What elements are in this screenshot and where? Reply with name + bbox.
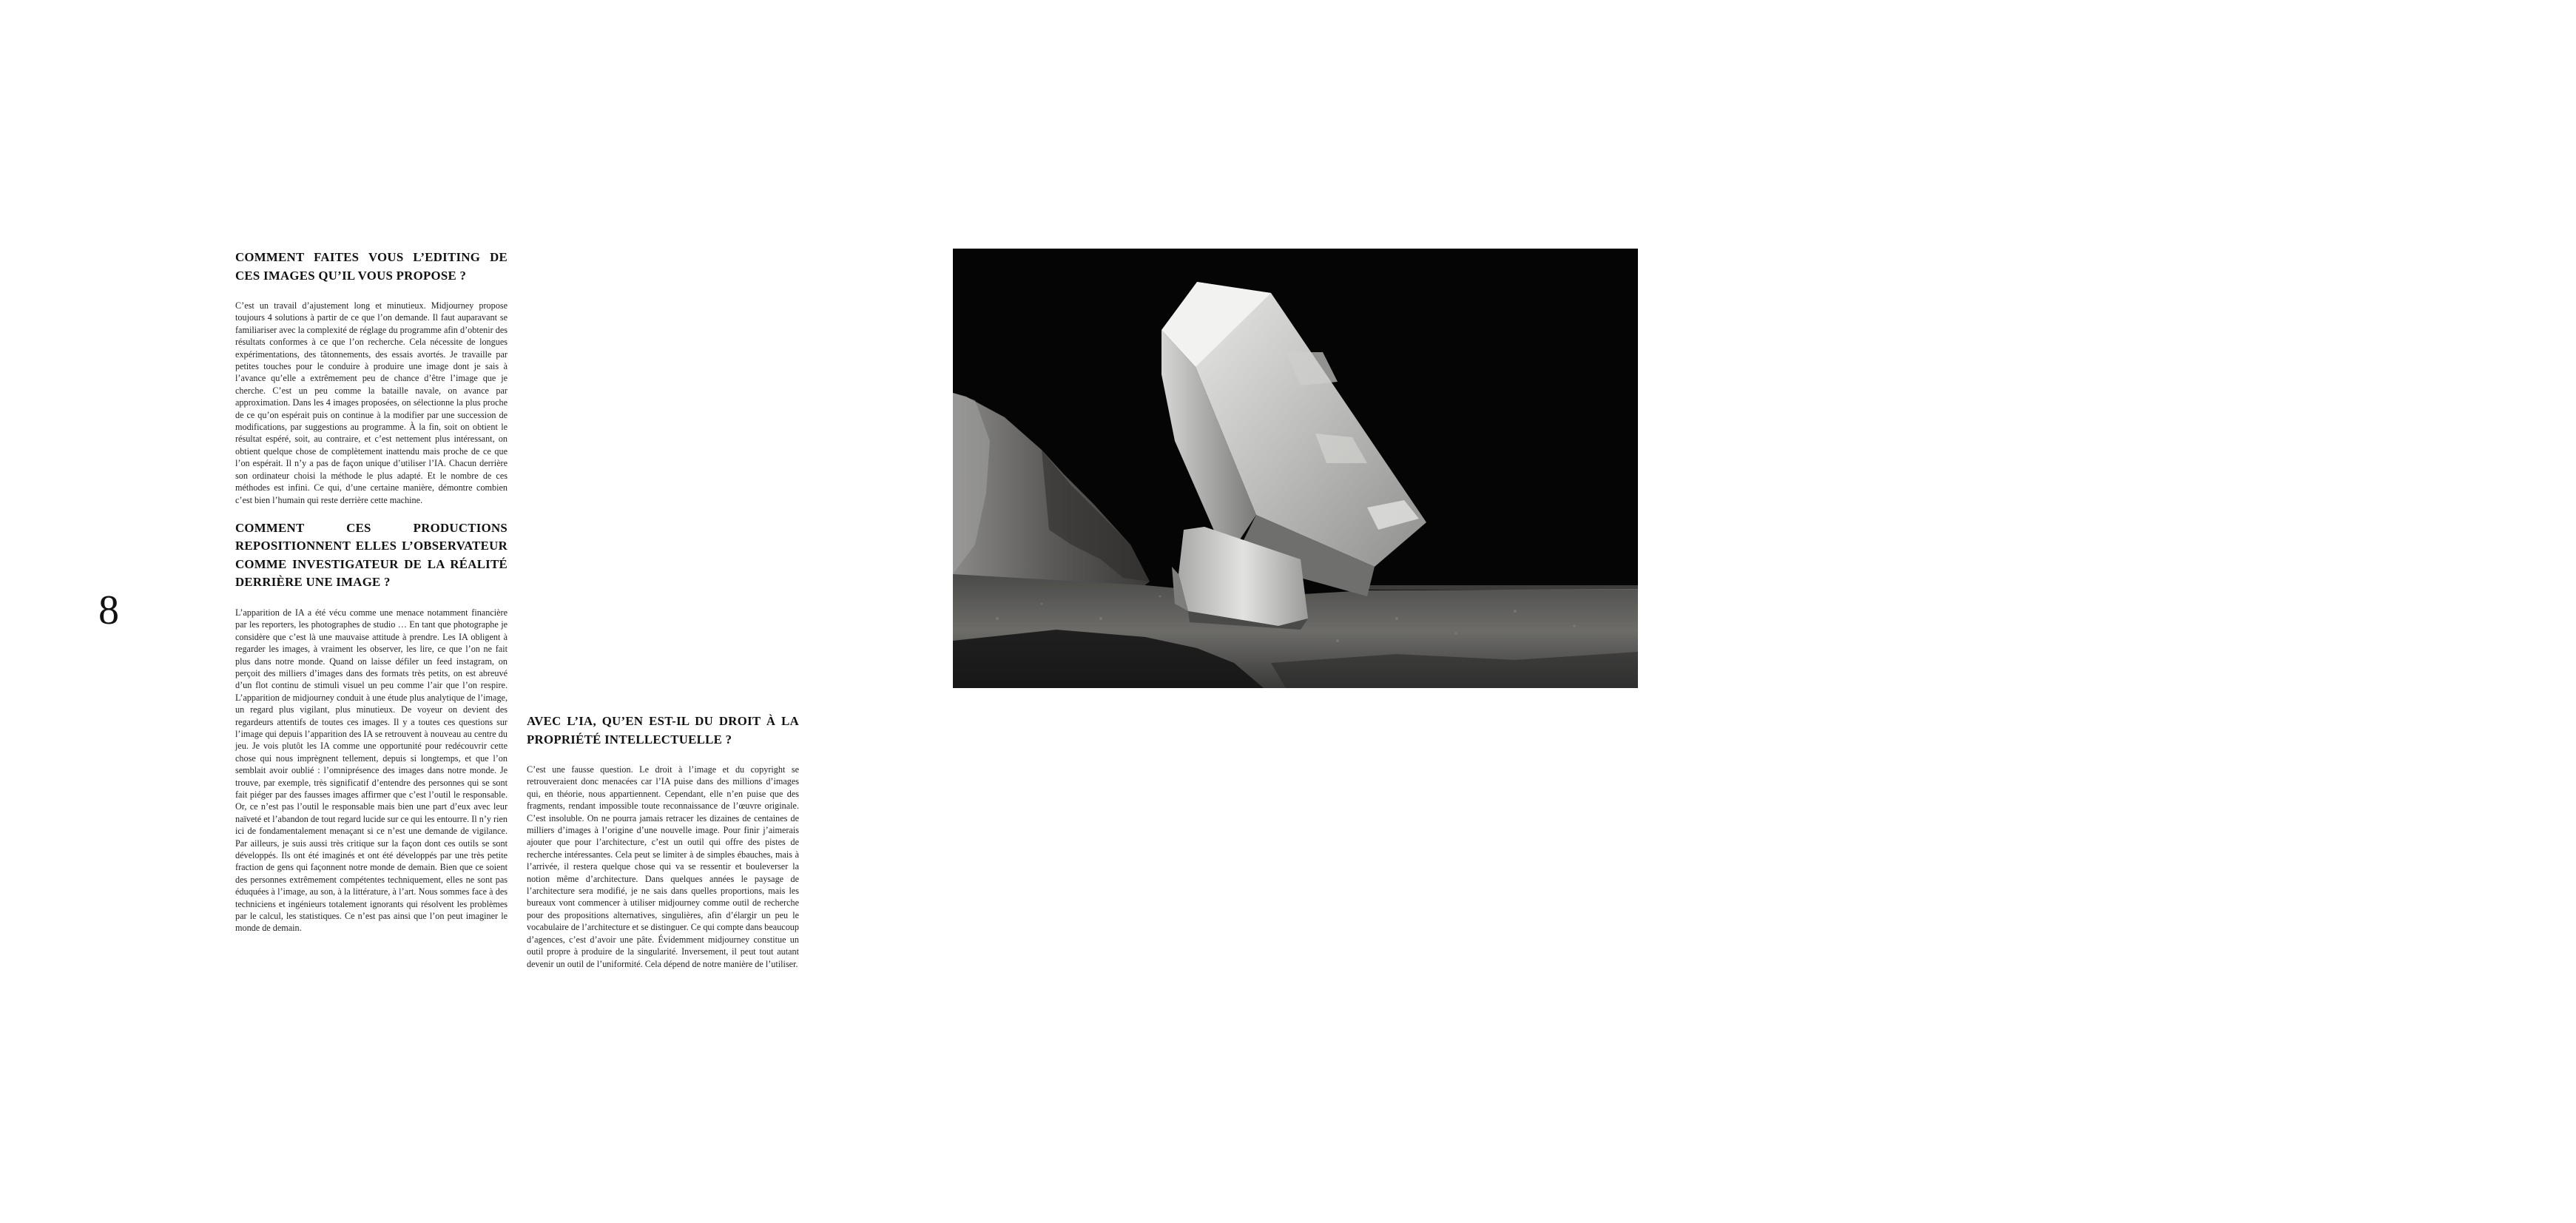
question-heading-copyright: AVEC L’IA, QU’EN EST-IL DU DROIT À LA PROPRIÉTÉ INTELLECTUELLE ? [527,714,799,747]
photograph-concrete-block-beach [953,249,2575,818]
caption-line-location: Sainte-Marguerite-sur-Mer, Pays de Caux, 2017. [2526,550,2542,818]
page-number: 8 [98,587,119,633]
question-heading-observer: COMMENT CES PRODUCTIONS REPOSITIONNENT ELLES L’OBSERVATEUR COMME INVESTIGATEUR DE LA RÉALITÉ DERRIÈRE UNE IMAGE ? [235,520,508,590]
left-text-column [235,249,508,934]
photo-caption [2509,522,2576,818]
answer-paragraph-copyright: C’est une fausse question. Le droit à l’image et du copyright se retrouveraient donc menacées car l’IA puise dans des millions d’images qui, en théorie, nous appartiennent. Cependant, elle n’en puise que des fragments, rendant impossible toute reconnaissance de l’œuvre originale. C’est insoluble. On ne pourra jamais retracer les dizaines de centaines de milliers d’images à l’origine d’une nouvelle image. Pour finir j’aimerais ajouter que pour l’architecture, c’est un outil qui offre des pistes de recherche intéressantes. Cela peut se limiter à de simples ébauches, mais à l’arrivée, il restera quelque chose qui va se ressentir et bouleverser la notion même d’architecture. Dans quelques années le paysage de l’architecture sera modifié, je ne sais dans quelles proportions, mais les bureaux vont commencer à utiliser midjourney comme outil de recherche pour des propositions alternatives, singulières, afin d’élargir un peu le vocabulaire de l’architecture et se distinguer. Ce qui compte dans beaucoup d’agences, c’est d’avoir une pâte. Évidemment midjourney constitue un outil propre à produire de la singularité. Inversement, il peut tout autant devenir un outil de l’uniformité. Cela dépend de notre manière de l’utiliser. [527,764,799,969]
answer-paragraph-observer: L’apparition de IA a été vécu comme une menace notamment financière par les reporters, les photographes de studio … En tant que photographe je considère que c’est là une mauvaise attitude à prendre. Les IA obligent à regarder les images, à vraiment les observer, les lire, ce que l’on ne fait plus dans notre monde. Quand on laisse défiler un feed instagram, on perçoit des milliers d’images dans des formats très petits, on est abreuvé d’un flot continu de stimuli visuel un peu comme l’air que l’on respire. L’apparition de midjourney conduit à une étude plus analytique de l’image, un regard plus vigilant, plus minutieux. De voyeur on devient des regardeurs attentifs de toutes ces images. Il y a toutes ces questions sur l’image qui depuis l’apparition des IA se retrouvent à nouveau au centre du jeu. Je vois plutôt les IA comme une opportunité pour redécouvrir cette chose qui nous imprègnent tellement, depuis si longtemps, et que l’on semblait avoir oublié : l’omniprésence des images dans notre monde. Je trouve, par exemple, très significatif d’entendre des personnes qui se sont fait piéger par des fausses images affirmer que c’est l’outil le responsable. Or, ce n’est pas l’outil le responsable mais bien une part d’eux avec leur naïveté et l’abandon de tout regard lucide sur ce qui les entourre. Il n’y rien ici de fondamentalement menaçant si ce n’est une demande de vigilance. Par ailleurs, je suis aussi très critique sur la façon dont ces outils se sont développés. Ils ont été imaginés et ont été développés par une très petite fraction de gens qui façonnent notre monde de demain. Bien que ce soient des personnes extrêmement compétentes techniquement, elles ne sont pas éduquées à l’image, au son, à la littérature, à l’art. Nous sommes face à des techniciens et ingénieurs totalement ignorants qui résolvent les problèmes par le calcul, les statistiques. Ce n’est pas ainsi que l’on peut imaginer le monde de demain. [235,607,508,934]
caption-line-naturelles: Naturelles. [2560,758,2575,818]
caption-line-courtesy: Courtesy of the artists / Atlas des Régions [2543,589,2558,818]
answer-paragraph-editing: C’est un travail d’ajustement long et minutieux. Midjourney propose toujours 4 solutions à partir de ce que l’on demande. Il faut auparavant se familiariser avec la complexité de réglage du programme afin d’obtenir des résultats conformes à ce que l’on recherche. Cela nécessite de longues expérimentations, des tâtonnements, des essais avortés. Je travaille par petites touches pour le conduire à produire une image dont je sais à l’avance qu’elle a extrêmement peu de chance d’être l’image que je cherche. C’est un peu comme la bataille navale, on avance par approximation. Dans les 4 images proposées, on sélectionne la plus proche de ce qu’on espérait puis on continue à la modifier par une succession de modifications, par suggestions au programme. À la fin, soit on obtient le résultat espéré, soit, au contraire, et c’est nettement plus intéressant, on obtient quelque chose de complètement inattendu mais proche de ce que l’on espérait. Il n’y a pas de façon unique d’utiliser l’IA. Chacun derrière son ordinateur choisi la méthode le plus adapté. Et le nombre de ces méthodes est infini. Ce qui, d’une certaine manière, démontre combien c’est bien l’humain qui reste derrière cette machine. [235,300,508,505]
middle-text-column [527,712,799,970]
caption-line-artists: Eric Tabuchi and Nelly Monnier. [2510,637,2525,818]
photo-illustration [953,249,1638,688]
question-heading-editing: COMMENT FAITES VOUS L’EDITING DE CES IMAGES QU’IL VOUS PROPOSE ? [235,250,508,283]
